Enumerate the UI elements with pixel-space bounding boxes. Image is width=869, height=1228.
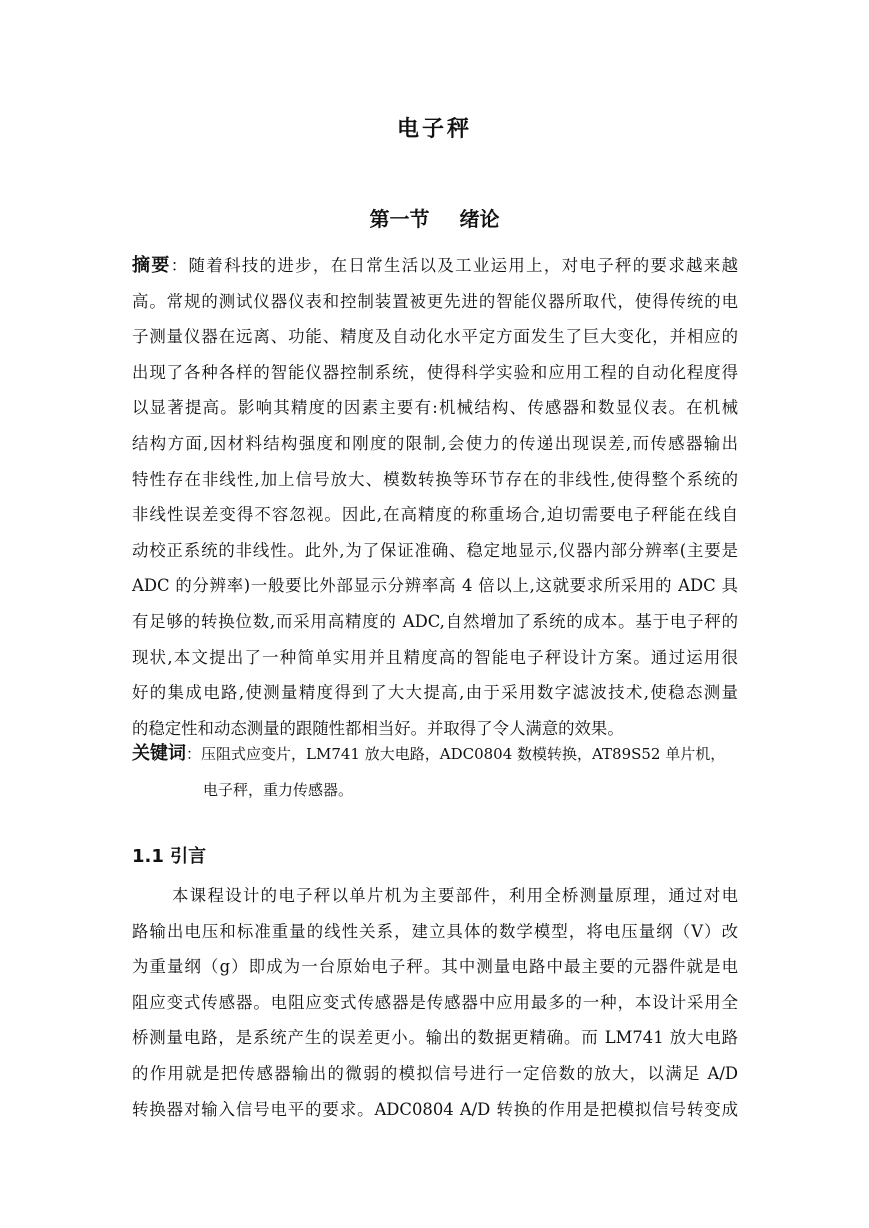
abstract-paragraph (132, 248, 738, 746)
abstract-line: 结构方面,因材料结构强度和刚度的限制,会使力的传递出现误差,而传感器输出 (132, 433, 738, 453)
abstract-line: 摘要：随着科技的进步，在日常生活以及工业运用上，对电子秤的要求越来越 (132, 255, 739, 276)
section-title (0, 203, 869, 232)
intro-line: 桥测量电路，是系统产生的误差更小。输出的数据更精确。而 LM741 放大电路 (132, 1028, 738, 1048)
keywords-label-colon: ： (186, 745, 202, 763)
subsection-heading: 1.1 引言 (132, 846, 207, 867)
keywords-line: 压阻式应变片，LM741 放大电路，ADC0804 数模转换，AT89S52 单片机， (201, 745, 726, 763)
document-title: 电子秤 (396, 117, 472, 142)
abstract-line: 高。常规的测试仪器仪表和控制装置被更先进的智能仪器所取代，使得传统的电 (132, 291, 738, 311)
abstract-label-colon: ： (170, 256, 189, 275)
abstract-line: 出现了各种各样的智能仪器控制系统，使得科学实验和应用工程的自动化程度得 (132, 362, 738, 382)
intro-line: 为重量纲（g）即成为一台原始电子秤。其中测量电路中最主要的元器件就是电 (132, 957, 738, 977)
abstract-line: 的稳定性和动态测量的跟随性都相当好。并取得了令人满意的效果。 (132, 718, 624, 738)
intro-line: 本课程设计的电子秤以单片机为主要部件，利用全桥测量原理，通过对电 (172, 886, 738, 905)
intro-line: 的作用就是把传感器输出的微弱的模拟信号进行一定倍数的放大，以满足 A/D (132, 1063, 738, 1083)
abstract-label: 摘要 (132, 255, 171, 276)
abstract-line: 以显著提高。影响其精度的因素主要有:机械结构、传感器和数显仪表。在机械 (132, 398, 738, 418)
section-number: 第一节 (369, 207, 430, 231)
intro-line: 转换器对输入信号电平的要求。ADC0804 A/D 转换的作用是把模拟信号转变成 (132, 1099, 738, 1119)
abstract-line: 动校正系统的非线性。此外,为了保证准确、稳定地显示,仪器内部分辨率(主要是 (132, 540, 738, 560)
keywords-block (132, 736, 738, 808)
intro-line: 路输出电压和标准重量的线性关系，建立具体的数学模型，将电压量纲（V）改 (132, 921, 738, 941)
intro-line: 阻应变式传感器。电阻应变式传感器是传感器中应用最多的一种，本设计采用全 (132, 992, 738, 1012)
abstract-line: 好的集成电路,使测量精度得到了大大提高,由于采用数字滤波技术,使稳态测量 (132, 683, 738, 703)
intro-paragraph (132, 878, 738, 1127)
abstract-line: 有足够的转换位数,而采用高精度的 ADC,自然增加了系统的成本。基于电子秤的 (132, 611, 738, 631)
abstract-line: 子测量仪器在远离、功能、精度及自动化水平定方面发生了巨大变化，并相应的 (132, 327, 738, 347)
abstract-line: ADC 的分辨率)一般要比外部显示分辨率高 4 倍以上,这就要求所采用的 ADC 具 (132, 576, 738, 596)
keywords-line: 电子秤，重力传感器。 (203, 781, 354, 799)
abstract-line: 非线性误差变得不容忽视。因此,在高精度的称重场合,迫切需要电子秤能在线自 (132, 505, 738, 525)
keywords-label: 关键词 (132, 743, 186, 764)
section-name: 绪论 (459, 207, 500, 231)
abstract-line: 现状,本文提出了一种简单实用并且精度高的智能电子秤设计方案。通过运用很 (132, 647, 738, 667)
abstract-line: 特性存在非线性,加上信号放大、模数转换等环节存在的非线性,使得整个系统的 (132, 469, 738, 489)
